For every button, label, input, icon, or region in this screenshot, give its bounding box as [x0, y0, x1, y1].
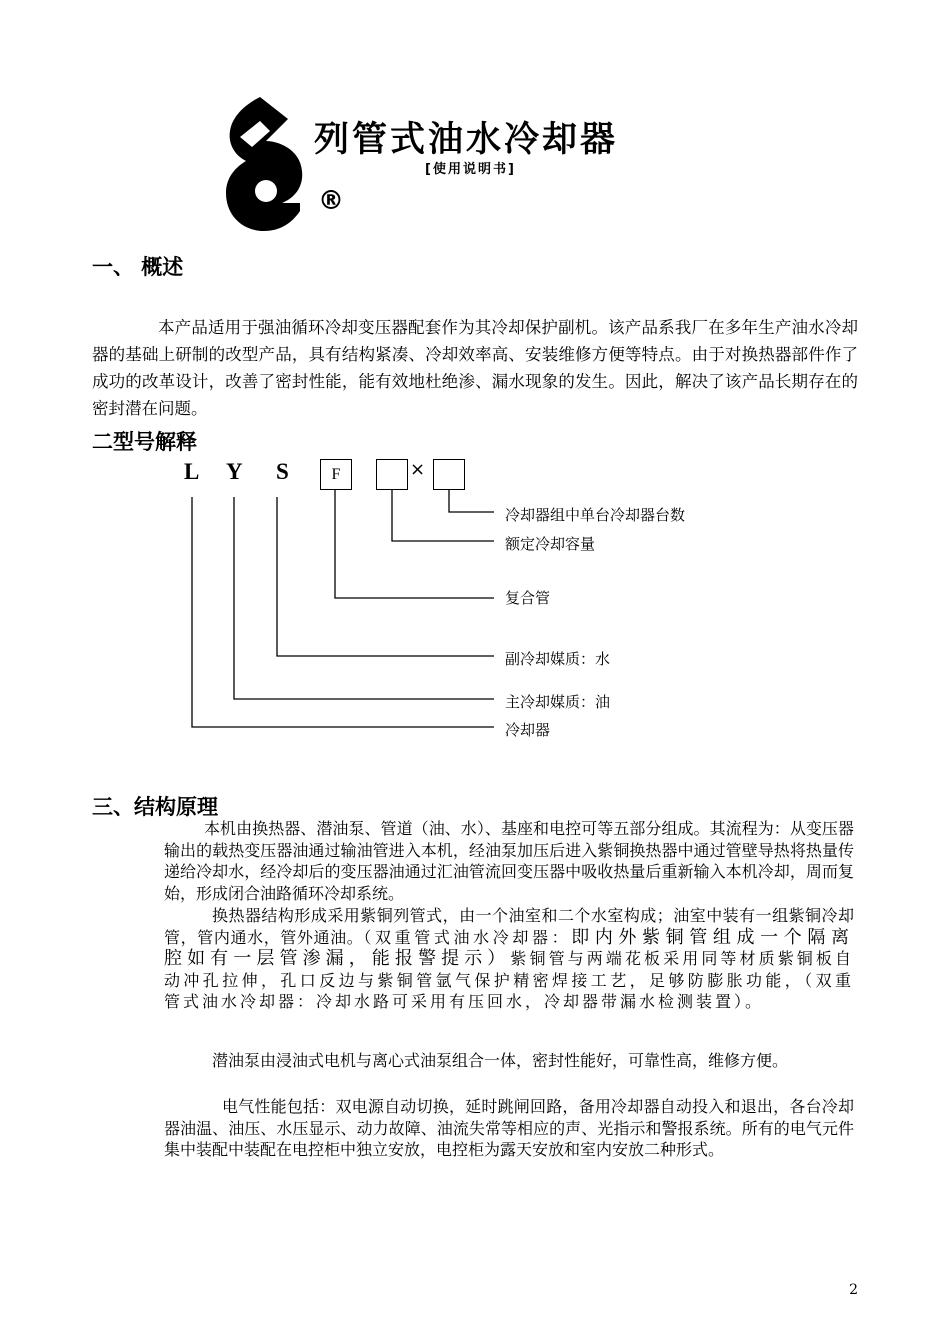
- label-units: 冷却器组中单台冷却器台数: [505, 506, 686, 524]
- paragraph-2-part-c: 即内外紫铜管组成一个隔离腔如有一层管渗漏，能报警提示）: [164, 926, 854, 969]
- code-letter-l: L: [184, 459, 200, 484]
- code-letter-y: Y: [226, 459, 243, 484]
- section3-paragraph-1: 本机由换热器、潜油泵、管道（油、水）、基座和电控可等五部分组成。其流程为：从变压器输出的载热变压器油通过输油管进入本机，经油泵加压后进入紫铜换热器中通过管壁导热将热量传递给冷却水，经冷却后的变压器油通过汇油管流回变压器中吸收热量后重新输入本机冷却，周而复始，形成闭合油路循环冷却系统。: [164, 819, 854, 903]
- code-box-f-label: F: [331, 466, 341, 483]
- page-number: 2: [849, 1282, 858, 1298]
- paragraph-2-part-d: 紫铜管与两端花板采用同等材质紫铜板自动冲孔拉伸，孔口反边与紫铜管氩气保护精密焊接工艺，足够防膨胀功能，（双重管式油水冷却器：冷却水路可采用有压回水，冷却器带漏水检测装置）。: [164, 949, 854, 1011]
- label-cooler: 冷却器: [505, 721, 551, 739]
- code-letter-s: S: [276, 459, 289, 484]
- section3-paragraph-3: 潜油泵由浸油式电机与离心式油泵组合一体，密封性能好，可靠性高，维修方便。: [212, 1051, 789, 1070]
- section3-paragraph-4: 电气性能包括：双电源自动切换，延时跳闸回路，备用冷却器自动投入和退出，各台冷却器油温、油压、水压显示、动力故障、油流失常等相应的声、光指示和警报系统。所有的电气元件集中装配中装配在电控柜中独立安放，电控柜为露天安放和室内安放二种形式。: [164, 1097, 854, 1159]
- paragraph-2-part-a: 换热器结构形成采用紫铜列管式，由一个油室和二个水室构成；油室中装有一组紫铜冷却管，管内通水，管外通油。: [164, 906, 854, 947]
- section3-heading: 三、结构原理: [92, 795, 218, 819]
- times-sign: ×: [410, 459, 426, 480]
- document-subtitle: [使用说明书]: [425, 162, 516, 177]
- label-composite: 复合管: [505, 589, 551, 607]
- registered-mark: ®: [318, 186, 344, 216]
- section2-heading: 二型号解释: [92, 430, 197, 454]
- section1-heading: 一、 概述: [92, 255, 184, 279]
- label-secondary-medium: 副冷却媒质：水: [505, 650, 611, 668]
- label-capacity: 额定冷却容量: [505, 535, 596, 553]
- paragraph-2-part-b: （双重管式油水冷却器：: [363, 927, 572, 947]
- document-title: 列管式油水冷却器: [314, 120, 619, 160]
- label-primary-medium: 主冷却媒质：油: [505, 693, 611, 711]
- section3-paragraph-2: [164, 905, 854, 1013]
- section1-body: 本产品适用于强油循环冷却变压器配套作为其冷却保护副机。该产品系我厂在多年生产油水冷却器的基础上研制的改型产品，具有结构紧凑、冷却效率高、安装维修方便等特点。由于对换热器部件作了成功的改革设计，改善了密封性能，能有效地杜绝渗、漏水现象的发生。因此，解决了该产品长期存在的密封潜在问题。: [92, 318, 858, 418]
